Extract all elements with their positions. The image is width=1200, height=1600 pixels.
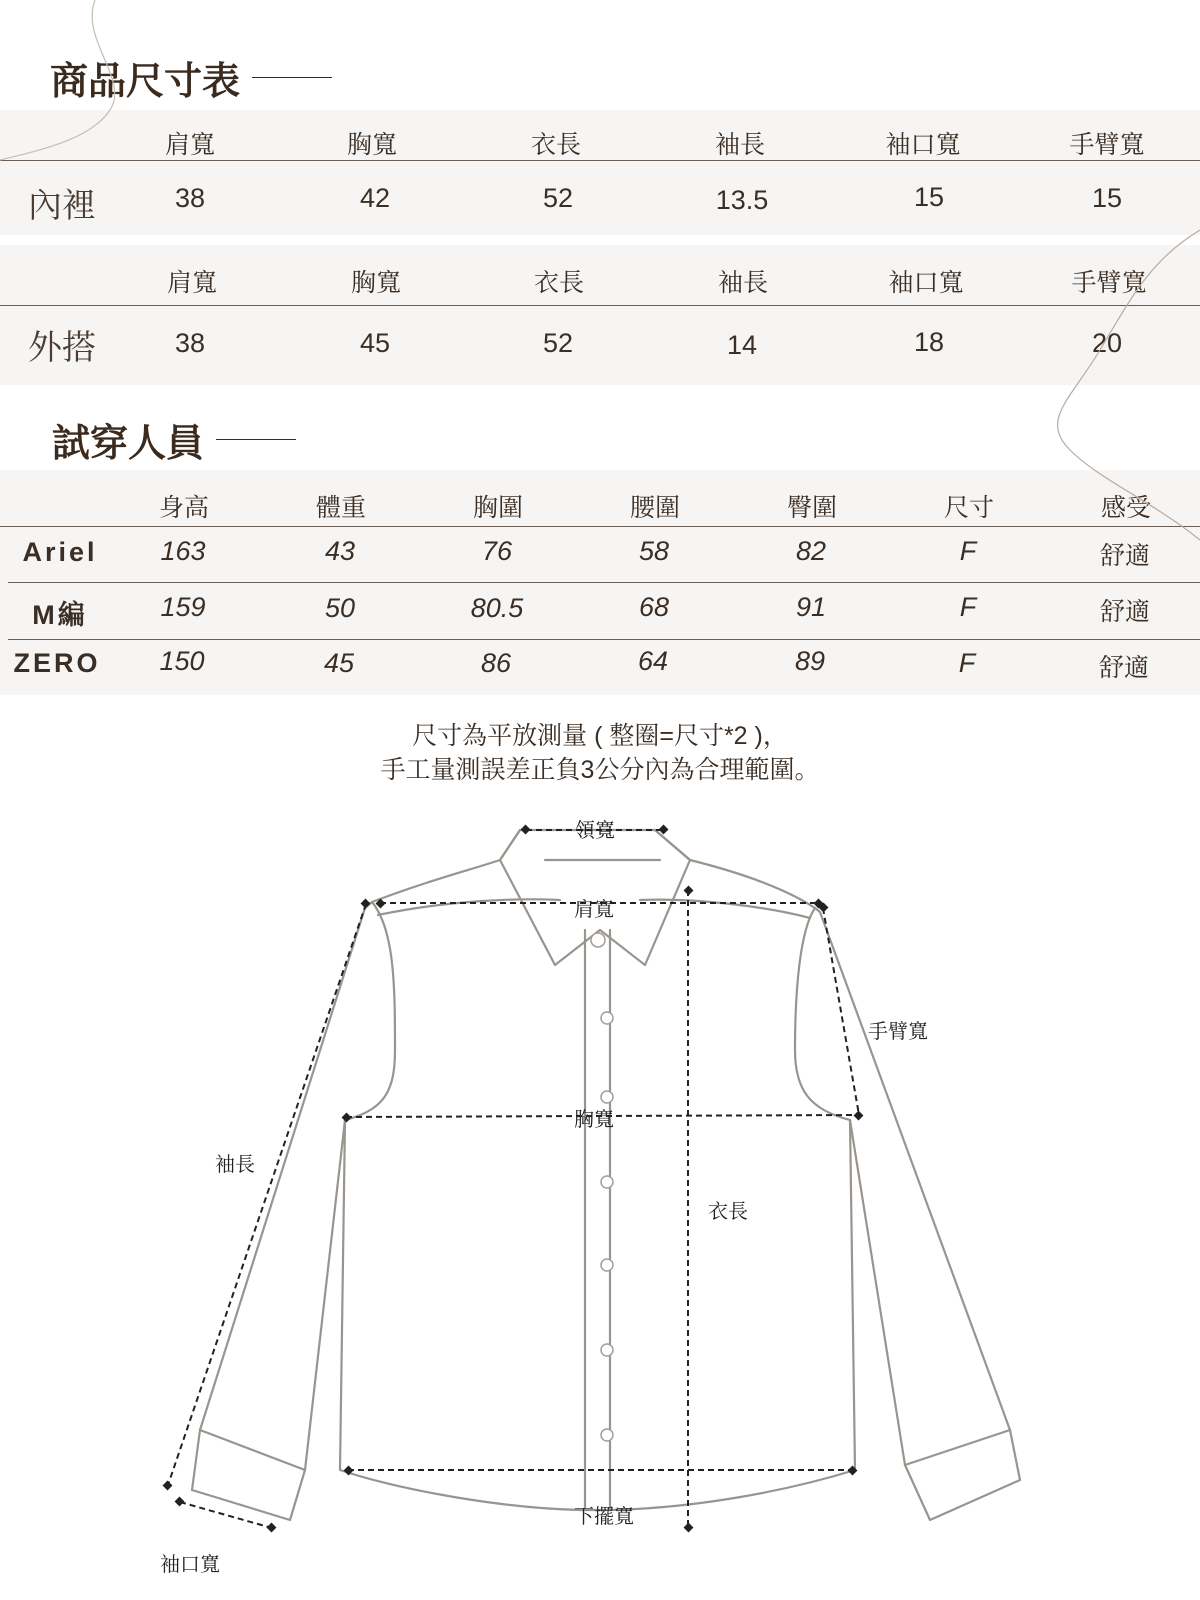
model-bust: 86 [480,648,512,678]
size-table-title: 商品尺寸表 [50,50,332,105]
inner-header-shoulder: 肩寬 [164,131,215,159]
fitting-title: 試穿人員 [52,412,296,467]
fitting-header-hip: 臀圍 [786,494,837,522]
model-size: F [959,592,977,622]
inner-header-arm: 手臂寬 [1069,131,1145,159]
fitting-header-size: 尺寸 [943,494,994,522]
fitting-header-height: 身高 [158,494,209,522]
model-size: F [959,536,977,566]
decorative-curves [0,0,1200,700]
outer-value-arm: 20 [1091,328,1123,358]
outer-header-cuff: 袖口寬 [888,269,964,297]
model-weight: 43 [324,536,356,566]
outer-header-length: 衣長 [533,269,584,297]
inner-header-length: 衣長 [530,131,581,159]
outer-header-shoulder: 肩寬 [166,269,217,297]
model-hip: 89 [794,646,826,676]
measure-endpoints [163,825,864,1533]
label-arm: 手臂寬 [868,1019,928,1043]
label-shoulder: 肩寬 [574,897,614,921]
outer-header-arm: 手臂寬 [1071,269,1147,297]
measure-lines [168,830,860,1528]
outer-header-sleeve: 袖長 [717,269,768,297]
inner-value-chest: 42 [359,183,391,213]
inner-value-sleeve: 13.5 [715,185,769,215]
model-waist: 64 [637,646,669,676]
model-feel: 舒適 [1099,542,1150,570]
inner-header-cuff: 袖口寬 [885,131,961,159]
model-bust: 76 [481,536,513,566]
outer-header-chest: 胸寬 [350,269,401,297]
outer-value-chest: 45 [359,328,391,358]
note-line-1: 尺寸為平放測量 ( 整圈=尺寸*2 )， [412,722,788,750]
note-line-2: 手工量測誤差正負3公分內為合理範圍。 [380,756,820,784]
shirt-outline [192,830,1020,1520]
model-name: M編 [32,600,88,630]
inner-header-sleeve: 袖長 [714,131,765,159]
model-name: ZERO [13,648,101,678]
label-hem: 下擺寬 [574,1504,634,1528]
label-collar: 領寬 [575,818,615,842]
inner-value-arm: 15 [1091,183,1123,213]
label-chest: 胸寬 [574,1107,614,1131]
model-feel: 舒適 [1099,598,1150,626]
model-weight: 50 [324,593,356,623]
inner-value-length: 52 [542,183,574,213]
fitting-header-waist: 腰圍 [629,494,680,522]
model-name: Ariel [22,537,98,567]
outer-value-shoulder: 38 [174,328,206,358]
model-height: 163 [160,536,206,566]
model-waist: 58 [638,536,670,566]
label-sleeve: 袖長 [215,1152,255,1176]
outer-row-label: 外搭 [28,328,96,368]
model-height: 159 [160,592,206,622]
inner-value-cuff: 15 [913,182,945,212]
model-hip: 91 [795,592,827,622]
model-size: F [958,648,976,678]
model-height: 150 [159,646,205,676]
fitting-header-weight: 體重 [315,494,366,522]
inner-header-chest: 胸寬 [346,131,397,159]
model-waist: 68 [638,592,670,622]
model-hip: 82 [795,536,827,566]
label-cuff: 袖口寬 [160,1552,220,1576]
outer-value-cuff: 18 [913,327,945,357]
fitting-header-feel: 感受 [1100,494,1151,522]
inner-value-shoulder: 38 [174,183,206,213]
outer-value-sleeve: 14 [726,330,758,360]
label-length: 衣長 [708,1199,748,1223]
model-weight: 45 [323,648,355,678]
fitting-header-bust: 胸圍 [472,494,523,522]
model-feel: 舒適 [1098,654,1149,682]
outer-value-length: 52 [542,328,574,358]
inner-row-label: 內裡 [28,186,96,226]
model-bust: 80.5 [470,593,524,623]
